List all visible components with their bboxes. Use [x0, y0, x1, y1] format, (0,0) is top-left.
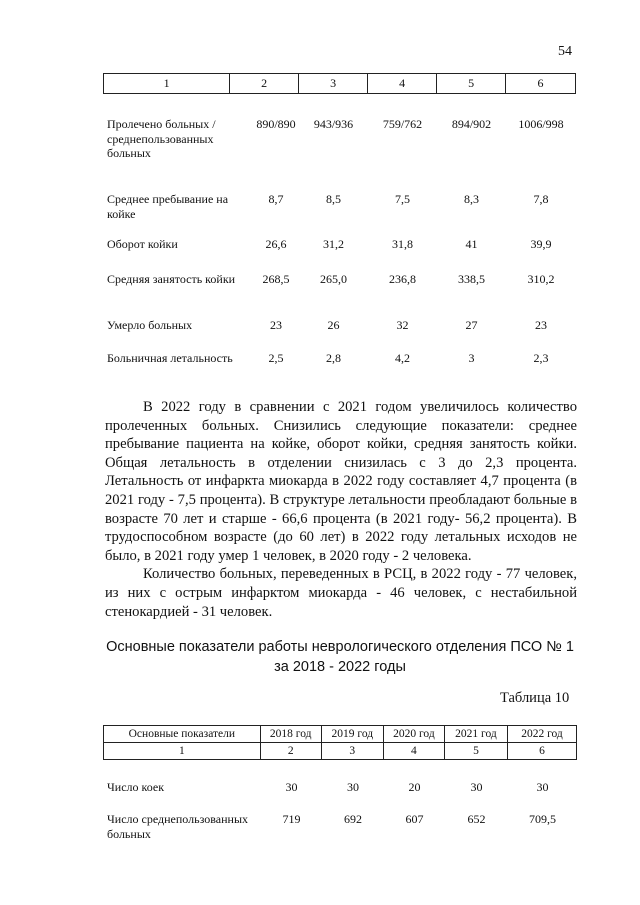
header-cell: Основные показатели [104, 726, 261, 743]
cell-value: 20 [408, 780, 421, 794]
cell-value: 30 [347, 780, 359, 794]
header-cell: 3 [299, 74, 368, 93]
cell-value: 8,7 [268, 192, 284, 206]
cell-value: 890/890 [256, 117, 296, 131]
cell-value: 31,8 [392, 237, 413, 251]
header-cell: 4 [368, 74, 437, 93]
header-cell: 3 [322, 743, 384, 760]
cell-value: 692 [344, 812, 362, 826]
section-heading [100, 637, 580, 677]
cell-value: 894/902 [451, 117, 492, 131]
header-cell: 2 [261, 743, 322, 760]
cell-value: 23 [535, 318, 547, 332]
heading-line: Основные показатели работы неврологического отделения ПСО № 1 [106, 639, 574, 655]
cell-value: 709,5 [529, 812, 556, 826]
cell-value: 8,5 [326, 192, 341, 206]
cell-value: 30 [470, 780, 483, 794]
cell-value: 26 [327, 318, 340, 332]
table-row [103, 192, 576, 221]
cell-value: 4,2 [395, 351, 410, 365]
paragraph: В 2022 году в сравнении с 2021 годом увеличилось количество пролеченных больных. Снизились следующие показатели: среднее пребывание пациента на койке, оборот койки, средняя занятость койки. Общая летальность в отделении снизилась с 3 до 2,3 процента. Летальность от инфаркта миокарда в 2022 году составляет 4,7 процента (в 2021 году - 7,5 процента). В структуре летальности преобладают больные в возрасте 70 лет и старше - 66,6 процента (в 2021 году- 56,2 процента). В трудоспособном возрасте (до 60 лет) в 2022 году летальных исходов не было, в 2021 году умер 1 человек, в 2020 году - 2 человека. [105, 399, 577, 564]
cell-value: 310,2 [527, 272, 555, 286]
cell-value: 3 [468, 351, 475, 365]
table-row [103, 272, 576, 287]
cell-value: 30 [536, 780, 549, 794]
header-cell: 1 [104, 743, 261, 760]
body-text [105, 398, 577, 621]
cell-value: 943/936 [313, 117, 354, 131]
table-number-row [103, 743, 577, 760]
cell-value: 1006/998 [518, 117, 564, 131]
cell-value: 338,5 [458, 272, 485, 286]
cell-value: 26,6 [265, 237, 287, 251]
cell-value: 719 [282, 812, 301, 826]
header-cell: 2022 год [508, 726, 577, 743]
row-label: Больничная летальность [107, 351, 233, 365]
row-label: Средняя занятость койки [107, 272, 236, 286]
cell-value: 7,5 [395, 192, 410, 206]
header-cell: 6 [508, 743, 577, 760]
cell-value: 2,5 [268, 351, 284, 365]
cell-value: 652 [467, 812, 486, 826]
row-label: Число коек [107, 780, 165, 794]
cell-value: 39,9 [530, 237, 552, 251]
header-cell: 6 [506, 74, 576, 93]
table-caption: Таблица 10 [500, 690, 570, 706]
header-cell: 1 [104, 74, 230, 93]
header-cell: 2021 год [445, 726, 508, 743]
page-number: 54 [558, 44, 572, 59]
cell-value: 2,8 [326, 351, 341, 365]
table-row [103, 237, 576, 252]
row-label: Пролечено больных / среднепользованных больных [107, 117, 216, 160]
cell-value: 7,8 [533, 192, 549, 206]
table-row [103, 812, 577, 841]
cell-value: 2,3 [533, 351, 549, 365]
cell-value: 8,3 [464, 192, 479, 206]
cell-value: 607 [405, 812, 424, 826]
header-cell: 5 [445, 743, 508, 760]
heading-line: за 2018 - 2022 годы [274, 659, 406, 675]
table-row [103, 351, 576, 366]
table-header-row [103, 73, 576, 94]
table-header-row [103, 725, 577, 743]
header-cell: 2020 год [384, 726, 445, 743]
indicators-table-continuation [103, 73, 576, 365]
neurology-indicators-table [103, 725, 577, 841]
paragraph: Количество больных, переведенных в РСЦ, в 2022 году - 77 человек, из них с острым инфарктом миокарда - 46 человек, с нестабильной стенокардией - 31 человек. [105, 566, 577, 620]
header-cell: 5 [437, 74, 506, 93]
cell-value: 23 [270, 318, 282, 332]
cell-value: 30 [285, 780, 298, 794]
cell-value: 265,0 [320, 272, 347, 286]
cell-value: 759/762 [382, 117, 423, 131]
cell-value: 41 [465, 237, 478, 251]
row-label: Умерло больных [107, 318, 193, 332]
cell-value: 236,8 [389, 272, 416, 286]
table-row [103, 318, 576, 333]
row-label: Число среднепользованных больных [107, 812, 249, 841]
cell-value: 268,5 [262, 272, 290, 286]
table-row [103, 117, 576, 161]
table-row [103, 780, 577, 795]
header-cell: 2019 год [322, 726, 384, 743]
cell-value: 27 [465, 318, 478, 332]
header-cell: 2 [230, 74, 299, 93]
cell-value: 32 [396, 318, 409, 332]
header-cell: 2018 год [261, 726, 322, 743]
row-label: Оборот койки [107, 237, 178, 251]
cell-value: 31,2 [323, 237, 344, 251]
row-label: Среднее пребывание на койке [107, 192, 229, 221]
header-cell: 4 [384, 743, 445, 760]
